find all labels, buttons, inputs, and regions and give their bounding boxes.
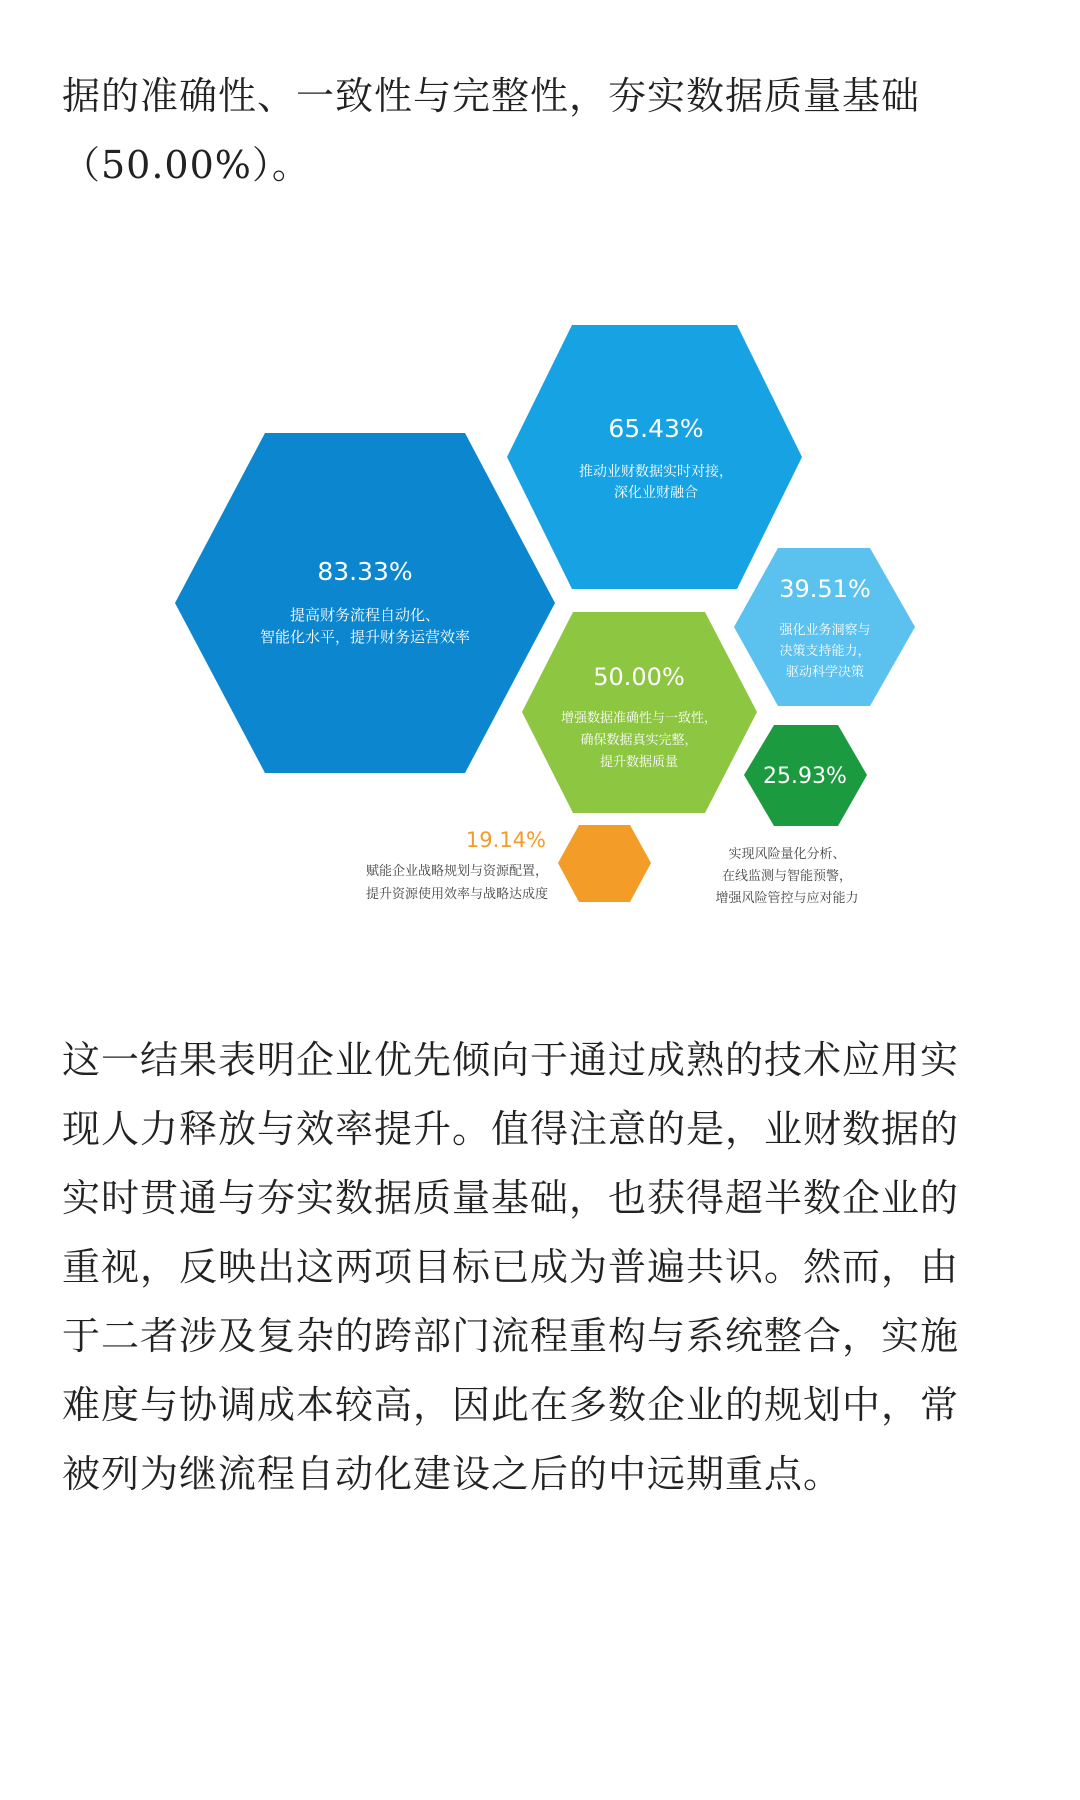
hexagon-shape xyxy=(175,433,555,773)
hexagon-description-line: 驱动科学决策 xyxy=(785,665,865,680)
hexagon-item-strategy xyxy=(366,825,651,902)
hexagon-description-line: 实现风险量化分析、 xyxy=(728,847,846,862)
hexagon-percent: 25.93% xyxy=(763,764,847,789)
paragraph-line: 现人力释放与效率提升。值得注意的是，业财数据的 xyxy=(62,1107,960,1151)
hexagon-item-data-quality xyxy=(522,612,757,813)
hexagon-shape xyxy=(507,325,802,589)
paragraph-line: 这一结果表明企业优先倾向于通过成熟的技术应用实 xyxy=(62,1038,960,1082)
hexagon-description-line: 赋能企业战略规划与资源配置， xyxy=(365,864,548,879)
objectives-hexagon-infographic xyxy=(0,300,1080,940)
hexagon-description-line: 在线监测与智能预警， xyxy=(721,869,853,884)
paragraph-line: 重视，反映出这两项目标已成为普遍共识。然而，由 xyxy=(62,1245,960,1289)
hexagon-description-line: 决策支持能力， xyxy=(779,644,871,659)
hexagon-shape xyxy=(558,825,651,902)
paragraph-line: 实时贯通与夯实数据质量基础，也获得超半数企业的 xyxy=(62,1176,960,1220)
hexagon-description-line: 深化业财融合 xyxy=(614,485,698,501)
hexagon-percent: 83.33% xyxy=(317,557,413,586)
hexagon-description-line: 增强数据准确性与一致性， xyxy=(560,711,718,726)
paragraph-line: （50.00%）。 xyxy=(62,143,311,187)
paragraph-line: 于二者涉及复杂的跨部门流程重构与系统整合，实施 xyxy=(62,1314,960,1358)
paragraph-line: 难度与协调成本较高，因此在多数企业的规划中，常 xyxy=(62,1383,960,1427)
hexagon-item-risk xyxy=(715,725,867,906)
hexagon-description-line: 提升数据质量 xyxy=(599,755,679,770)
hexagon-item-integration xyxy=(507,325,802,589)
conclusion-paragraph xyxy=(62,1026,1022,1509)
hexagon-item-insight xyxy=(734,548,915,706)
hexagon-description-line: 智能化水平，提升财务运营效率 xyxy=(259,628,471,646)
paragraph-line: 据的准确性、一致性与完整性，夯实数据质量基础 xyxy=(62,74,921,118)
intro-paragraph xyxy=(62,62,1022,200)
hexagon-percent: 50.00% xyxy=(593,663,685,691)
hexagon-description-line: 确保数据真实完整， xyxy=(580,733,698,748)
hexagon-percent: 65.43% xyxy=(608,414,704,443)
hexagon-description-line: 强化业务洞察与 xyxy=(779,623,871,638)
hexagon-percent: 19.14% xyxy=(465,828,546,852)
hexagon-description-line: 提升资源使用效率与战略达成度 xyxy=(365,887,548,902)
hexagon-description-line: 推动业财数据实时对接， xyxy=(579,464,733,480)
hexagon-percent: 39.51% xyxy=(779,575,871,603)
hexagon-description-line: 增强风险管控与应对能力 xyxy=(715,891,859,906)
hexagon-item-automation xyxy=(175,433,555,773)
hexagon-description-line: 提高财务流程自动化、 xyxy=(289,606,441,624)
paragraph-line: 被列为继流程自动化建设之后的中远期重点。 xyxy=(62,1452,843,1496)
